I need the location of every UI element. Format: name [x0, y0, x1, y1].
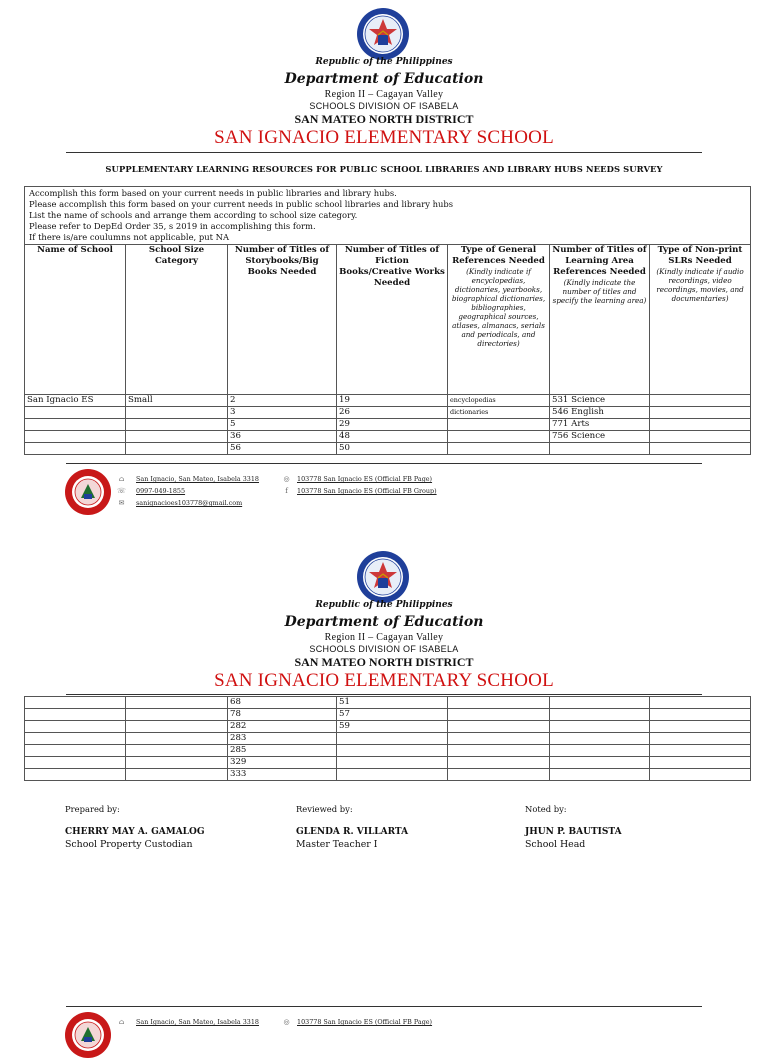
school-logo-icon: [64, 1011, 112, 1059]
table-row: [25, 407, 751, 419]
table-cell: [337, 757, 448, 769]
facebook-icon: f: [285, 487, 288, 495]
table-cell: 546 English: [550, 407, 650, 419]
table-cell: [25, 419, 126, 431]
table-row: [25, 721, 751, 733]
footer-fb-page[interactable]: 103778 San Ignacio ES (Official FB Page): [297, 475, 433, 483]
table-row: [25, 395, 751, 407]
table-cell: 48: [337, 431, 448, 443]
table-cell: [337, 769, 448, 781]
footer-email[interactable]: sanignacioes103778@gmail.com: [136, 499, 243, 507]
page-1: [0, 0, 768, 518]
table-cell: [448, 709, 550, 721]
table-cell: 59: [337, 721, 448, 733]
location-icon: ⌂: [118, 475, 125, 483]
table-cell: [337, 745, 448, 757]
table-cell: 51: [337, 697, 448, 709]
table-cell: [126, 733, 228, 745]
table-cell: 5: [228, 419, 337, 431]
col-header-fiction: Number of Titles of Fiction Books/Creative Works Needed: [337, 245, 448, 395]
prepared-by-label: Prepared by:: [65, 804, 120, 814]
location-icon: ⌂: [118, 1018, 125, 1026]
table-cell: 29: [337, 419, 448, 431]
table-cell: [448, 757, 550, 769]
table-cell: [25, 721, 126, 733]
table-cell: [126, 697, 228, 709]
table-cell: [25, 431, 126, 443]
table-cell: Small: [126, 395, 228, 407]
table-cell: [650, 407, 751, 419]
table-cell: [550, 769, 650, 781]
region-text: Region II – Cagayan Valley: [324, 632, 444, 643]
table-cell: [448, 769, 550, 781]
table-cell: [126, 431, 228, 443]
table-row: [25, 757, 751, 769]
table-cell: [25, 697, 126, 709]
footer-fb-page[interactable]: 103778 San Ignacio ES (Official FB Page): [297, 1018, 433, 1026]
republic-text: Republic of the Philippines: [315, 57, 453, 67]
messenger-icon: ◎: [283, 475, 290, 483]
table-cell: 531 Science: [550, 395, 650, 407]
footer-address: San Ignacio, San Mateo, Isabela 3318: [136, 475, 259, 483]
footer-fb-group[interactable]: 103778 San Ignacio ES (Official FB Group): [297, 487, 437, 495]
instruction-line: Please accomplish this form based on your current needs in public school libraries and library hubs: [29, 199, 454, 209]
table-cell: [126, 443, 228, 455]
table-cell: 333: [228, 769, 337, 781]
table-cell: [126, 769, 228, 781]
republic-text: Republic of the Philippines: [315, 600, 453, 610]
table-cell: 36: [228, 431, 337, 443]
table-cell: [550, 745, 650, 757]
col-header-storybooks: Number of Titles of Storybooks/Big Books Needed: [228, 245, 337, 395]
table-cell: San Ignacio ES: [25, 395, 126, 407]
table-cell: [550, 757, 650, 769]
table-cell: [550, 733, 650, 745]
messenger-icon: ◎: [283, 1018, 290, 1026]
table-cell: [448, 721, 550, 733]
table-cell: [25, 709, 126, 721]
col-note: (Kindly indicate if encyclopedias, dictionaries, yearbooks, biographical dictionaries, bibliographies, geographical sources, atlases, almanacs, serials and periodicals, and directories): [451, 267, 546, 348]
table-cell: 56: [228, 443, 337, 455]
table-row: [25, 431, 751, 443]
table-cell: [650, 443, 751, 455]
table-cell: 329: [228, 757, 337, 769]
table-cell: 50: [337, 443, 448, 455]
phone-icon: ☏: [117, 487, 126, 495]
table-cell: [550, 697, 650, 709]
table-cell: [25, 745, 126, 757]
table-cell: 19: [337, 395, 448, 407]
col-header-general-refs: Type of General References Needed (Kindly indicate if encyclopedias, dictionaries, yearbooks, biographical dictionaries, bibliographies, geographical sources, atlases, almanacs, serials and periodicals, and directories): [448, 245, 550, 395]
table-cell: [650, 431, 751, 443]
table-cell: [25, 769, 126, 781]
col-note: (Kindly indicate if audio recordings, video recordings, movies, and documentaries): [656, 267, 744, 303]
table-cell: [126, 419, 228, 431]
table-row: [25, 697, 751, 709]
department-name: Department of Education: [284, 614, 484, 630]
table-cell: [126, 745, 228, 757]
instruction-line: List the name of schools and arrange them according to school size category.: [29, 210, 358, 220]
table-cell: [650, 721, 751, 733]
table-cell: [126, 721, 228, 733]
header-rule: [66, 152, 702, 153]
col-header-name: Name of School: [25, 245, 126, 395]
table-cell: [126, 407, 228, 419]
table-row: [25, 745, 751, 757]
table-cell: [550, 721, 650, 733]
table-cell: [650, 697, 751, 709]
division-text: SCHOOLS DIVISION OF ISABELA: [309, 101, 459, 111]
footer: [0, 1009, 768, 1059]
school-logo-icon: [64, 468, 112, 516]
district-text: SAN MATEO NORTH DISTRICT: [294, 112, 474, 126]
table-cell: 285: [228, 745, 337, 757]
table-cell: [25, 407, 126, 419]
table-cell: 26: [337, 407, 448, 419]
preparer-name: CHERRY MAY A. GAMALOG: [65, 827, 205, 837]
header-rule: [66, 694, 702, 695]
table-cell: encyclopedias: [448, 395, 550, 407]
col-header-nonprint: Type of Non-print SLRs Needed (Kindly indicate if audio recordings, video recordings, movies, and documentaries): [650, 245, 751, 395]
table-row: [25, 419, 751, 431]
noted-by-label: Noted by:: [525, 804, 567, 814]
noter-role: School Head: [525, 839, 586, 850]
table-cell: [650, 733, 751, 745]
col-header-size: School Size Category: [126, 245, 228, 395]
table-cell: [25, 733, 126, 745]
table-cell: [448, 419, 550, 431]
table-cell: [448, 443, 550, 455]
table-row: [25, 443, 751, 455]
footer-phone[interactable]: 0997-049-1855: [136, 487, 186, 495]
footer-address: San Ignacio, San Mateo, Isabela 3318: [136, 1018, 259, 1026]
survey-table: [24, 186, 751, 455]
table-cell: 2: [228, 395, 337, 407]
table-cell: 68: [228, 697, 337, 709]
school-name: SAN IGNACIO ELEMENTARY SCHOOL: [214, 127, 554, 148]
table-cell: [550, 709, 650, 721]
footer-rule: [66, 1006, 702, 1007]
table-row: [25, 733, 751, 745]
table-cell: [126, 709, 228, 721]
page-2: [0, 545, 768, 1024]
instructions-row: [25, 187, 751, 245]
table-cell: 771 Arts: [550, 419, 650, 431]
instruction-line: Accomplish this form based on your current needs in public libraries and library hubs.: [29, 188, 397, 198]
table-cell: [448, 745, 550, 757]
table-cell: [650, 757, 751, 769]
footer: [0, 466, 768, 516]
table-cell: [25, 757, 126, 769]
column-header-row: [25, 245, 751, 395]
reviewer-name: GLENDA R. VILLARTA: [296, 827, 409, 837]
region-text: Region II – Cagayan Valley: [324, 89, 444, 100]
deped-seal-icon: [356, 7, 410, 61]
table-cell: [650, 769, 751, 781]
footer-rule: [66, 463, 702, 464]
table-cell: 57: [337, 709, 448, 721]
col-note: (Kindly indicate the number of titles and specify the learning area): [552, 278, 647, 305]
table-row: [25, 769, 751, 781]
table-cell: [337, 733, 448, 745]
email-icon: ✉: [118, 499, 125, 507]
department-name: Department of Education: [284, 71, 484, 87]
table-row: [25, 709, 751, 721]
deped-seal-icon: [356, 550, 410, 604]
survey-table-continued: [24, 696, 751, 781]
table-cell: [448, 697, 550, 709]
table-cell: [650, 709, 751, 721]
noter-name: JHUN P. BAUTISTA: [525, 827, 622, 837]
table-cell: dictionaries: [448, 407, 550, 419]
preparer-role: School Property Custodian: [65, 839, 193, 850]
survey-title: SUPPLEMENTARY LEARNING RESOURCES FOR PUBLIC SCHOOL LIBRARIES AND LIBRARY HUBS NEEDS SURVEY: [105, 164, 663, 174]
table-body-page1: [25, 395, 751, 455]
instruction-line: If there is/are coulumns not applicable, put NA: [29, 232, 230, 242]
table-cell: [650, 395, 751, 407]
instruction-line: Please refer to DepEd Order 35, s 2019 in accomplishing this form.: [29, 221, 316, 231]
division-text: SCHOOLS DIVISION OF ISABELA: [309, 644, 459, 654]
table-cell: [650, 745, 751, 757]
table-body-page2: [25, 697, 751, 781]
school-name: SAN IGNACIO ELEMENTARY SCHOOL: [214, 670, 554, 691]
table-cell: 78: [228, 709, 337, 721]
table-cell: [650, 419, 751, 431]
table-cell: [448, 431, 550, 443]
table-cell: 282: [228, 721, 337, 733]
reviewer-role: Master Teacher I: [296, 839, 378, 850]
table-cell: 283: [228, 733, 337, 745]
instructions: [25, 187, 751, 245]
table-cell: [25, 443, 126, 455]
table-cell: [126, 757, 228, 769]
table-cell: [550, 443, 650, 455]
table-cell: 756 Science: [550, 431, 650, 443]
reviewed-by-label: Reviewed by:: [296, 804, 353, 814]
table-cell: [448, 733, 550, 745]
col-header-learning-area: Number of Titles of Learning Area References Needed (Kindly indicate the number of titles and specify the learning area): [550, 245, 650, 395]
table-cell: 3: [228, 407, 337, 419]
district-text: SAN MATEO NORTH DISTRICT: [294, 655, 474, 669]
